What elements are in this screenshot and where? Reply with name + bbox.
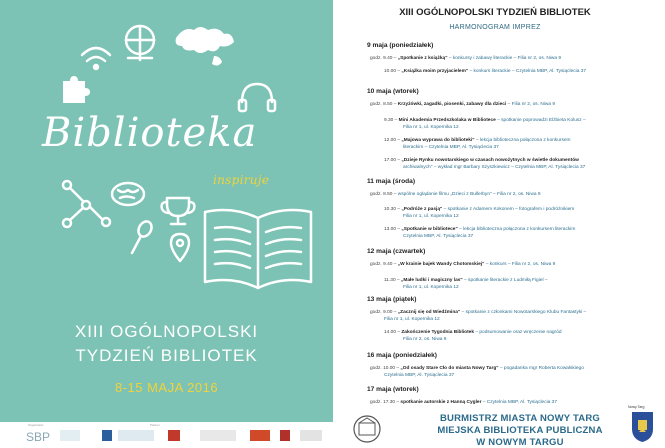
schedule-event bbox=[384, 68, 586, 75]
event-name: „Dzieje Rynku nowotarskiego w czasach nowożytnych w świetle dokumentów bbox=[401, 158, 579, 163]
event-name: „Spotkanie w bibliotece" bbox=[401, 227, 458, 232]
event-name: „Małe ludki i magiczny las" bbox=[400, 278, 463, 283]
event-time: 10.00 – bbox=[384, 69, 402, 74]
trophy-icon bbox=[162, 198, 195, 224]
schedule-event bbox=[370, 55, 561, 62]
event-location: Czytelnia MBP, Al. Tysiąclecia 37 bbox=[384, 373, 455, 379]
schedule-day-heading: 12 maja (czwartek) bbox=[367, 248, 426, 255]
event-location: archiwalnych" – wykład mgr Barbary Szyszkiewicz – Czytelnia MBP, Al. Tysiąclecia 37 bbox=[403, 165, 586, 171]
sponsor-strip bbox=[0, 422, 333, 443]
event-time: godz. 17.30 – bbox=[370, 400, 401, 405]
event-description: – lekcja biblioteczna połączona z konkursem bbox=[474, 138, 571, 143]
logo-wordmark: Biblioteka bbox=[42, 110, 258, 156]
schedule-day-heading: 17 maja (wtorek) bbox=[367, 386, 419, 393]
sponsor-logo bbox=[280, 430, 290, 441]
event-name: „Podróże z pasją" bbox=[401, 207, 443, 212]
event-description: – spotkanie z członkami Nowotarskiego Klubu Fantastyki – bbox=[460, 310, 587, 315]
event-name: „Majowa wyprawa do biblioteki" bbox=[401, 138, 475, 143]
footer-organizer-1: BURMISTRZ MIASTA NOWY TARG bbox=[439, 413, 600, 424]
event-time: 13.00 – bbox=[384, 227, 402, 232]
schedule-event bbox=[384, 277, 548, 292]
schedule-event bbox=[370, 261, 555, 268]
schedule-event bbox=[370, 365, 584, 380]
event-description: – spotkanie literackie z Ludmiłą Figiel – bbox=[462, 278, 548, 283]
event-time: 10.30 – bbox=[384, 207, 402, 212]
wifi-icon bbox=[82, 48, 110, 69]
schedule-event bbox=[370, 309, 586, 324]
event-location: Filia nr 1, ul. Kopernika 12 bbox=[403, 285, 459, 291]
event-name: Mini Akademia Przedszkolaka w Bibliotece bbox=[398, 118, 496, 123]
event-time: godz. 8.50 – bbox=[370, 102, 398, 107]
event-description: – spotkanie poprowadzi Elżbieta Kolusz – bbox=[495, 118, 586, 123]
event-description: – spotkanie z Adamem Kokonem – fotografem i podróżnikiem bbox=[442, 207, 575, 212]
footer-organizer-3: W NOWYM TARGU bbox=[476, 437, 564, 448]
sponsor-logo bbox=[118, 430, 154, 441]
footer-organizer-2: MIEJSKA BIBLIOTEKA PUBLICZNA bbox=[437, 425, 603, 436]
microphone-icon bbox=[132, 219, 154, 253]
globe-icon bbox=[126, 26, 154, 60]
poster-title-line2: TYDZIEŃ BIBLIOTEK bbox=[75, 346, 258, 365]
event-name: Krzyżówki, zagadki, piosenki, zabawy dla dzieci bbox=[397, 102, 507, 107]
poster-title-line1: XIII OGÓLNOPOLSKI bbox=[74, 322, 259, 341]
crest-label: Nowy Targ bbox=[628, 405, 645, 409]
schedule-day-heading: 16 maja (poniedziałek) bbox=[367, 352, 437, 359]
event-time: godz. 9.00 – bbox=[370, 310, 398, 315]
schedule-day-heading: 11 maja (środa) bbox=[367, 178, 416, 185]
sponsor-label-partner: Partner bbox=[150, 423, 160, 427]
share-network-icon bbox=[63, 181, 110, 227]
puzzle-icon bbox=[63, 76, 90, 103]
schedule-day-heading: 10 maja (wtorek) bbox=[367, 88, 419, 95]
schedule-event bbox=[384, 329, 562, 344]
event-description: – lekcja biblioteczna połączona z konkursem literackim bbox=[457, 227, 576, 232]
event-location: Filia nr 1, ul. Kopernika 12 bbox=[403, 125, 459, 131]
schedule-event bbox=[384, 157, 585, 172]
schedule-event bbox=[370, 399, 557, 406]
schedule-event bbox=[370, 101, 555, 108]
event-name: „Książka moim przyjacielem" bbox=[401, 69, 469, 74]
event-location: literackim – Czytelnia MBP, Al. Tysiąclecia 37 bbox=[403, 145, 499, 151]
sponsor-logo bbox=[200, 430, 236, 441]
event-location: Czytelnia MBP, Al. Tysiąclecia 37 bbox=[403, 234, 474, 240]
event-description: – pogadanka mgr Roberta Kowalskiego bbox=[498, 366, 584, 371]
sponsor-label-organizer: Organizator bbox=[28, 423, 44, 427]
event-description: – konkurs literackie – Czytelnia MBP, Al. Tysiąclecia 37 bbox=[468, 69, 587, 74]
event-time: godz. 9.40 – bbox=[370, 262, 398, 267]
event-location: Filia nr 1, ul. Kopernika 12 bbox=[384, 317, 440, 323]
world-map-icon bbox=[176, 27, 234, 66]
svg-text:SBP: SBP bbox=[26, 430, 51, 441]
poster-dates: 8-15 MAJA 2016 bbox=[114, 380, 219, 395]
schedule-event bbox=[384, 117, 586, 132]
schedule-title: XIII OGÓLNOPOLSKI TYDZIEŃ BIBLIOTEK bbox=[399, 7, 591, 18]
event-location: Filia nr 1, ul. Kopernika 12 bbox=[403, 214, 459, 220]
schedule-event bbox=[384, 226, 575, 241]
library-crest-icon bbox=[352, 414, 382, 443]
sponsor-logo bbox=[250, 430, 270, 441]
poster bbox=[0, 0, 333, 422]
event-description: – podsumowanie oraz wręczenie nagród bbox=[474, 330, 562, 335]
event-time: godz. 8.50 – bbox=[370, 192, 398, 197]
sbp-logo bbox=[26, 430, 56, 441]
schedule-event bbox=[384, 206, 574, 221]
schedule-day-heading: 13 maja (piątek) bbox=[367, 296, 417, 303]
event-time: godz. 10.00 – bbox=[370, 366, 401, 371]
event-name: „Od osady Stare Cło do miasta Nowy Targ" bbox=[400, 366, 499, 371]
schedule-panel bbox=[340, 0, 665, 448]
event-description: wspólne oglądanie filmu „Dzieci z Bullerbyn" – Filia nr 2, os. Niwa 9 bbox=[397, 192, 541, 197]
event-description: – konkurs – Filia nr 2, os. Niwa 9 bbox=[484, 262, 556, 267]
sponsor-logo bbox=[60, 430, 80, 441]
headphones-icon bbox=[239, 84, 275, 111]
sponsor-logo bbox=[300, 430, 322, 441]
event-time: 12.00 – bbox=[384, 138, 402, 143]
schedule-day-heading: 9 maja (poniedziałek) bbox=[367, 42, 434, 49]
schedule-event bbox=[384, 137, 571, 152]
sponsor-logo bbox=[102, 430, 112, 441]
location-pin-icon bbox=[171, 234, 189, 261]
event-time: 17.00 – bbox=[384, 158, 402, 163]
event-name: Zakończenie Tygodnia Bibliotek bbox=[401, 330, 475, 335]
schedule-event bbox=[370, 191, 541, 198]
sponsor-logo bbox=[168, 430, 180, 441]
event-location: Filia nr 2, os. Niwa 9 bbox=[403, 337, 447, 343]
event-time: godz. 9.40 – bbox=[370, 56, 398, 61]
town-coat-of-arms-icon bbox=[630, 410, 655, 443]
event-name: „W krainie bajek Wandy Chotomskiej" bbox=[397, 262, 485, 267]
event-time: 9.30 – bbox=[384, 118, 399, 123]
event-time: 14.00 – bbox=[384, 330, 402, 335]
event-description: – Czytelnia MBP, Al. Tysiąclecia 37 bbox=[481, 400, 557, 405]
schedule-subtitle: HARMONOGRAM IMPREZ bbox=[449, 24, 541, 31]
open-book-icon bbox=[205, 210, 311, 288]
event-time: 11.30 – bbox=[384, 278, 401, 283]
brain-icon bbox=[112, 183, 144, 205]
event-name: „Zacznij się od Wiedźmina" bbox=[397, 310, 461, 315]
event-name: spotkanie autorskie z Hanną Cygler bbox=[400, 400, 482, 405]
event-name: „Spotkanie z książką" bbox=[397, 56, 448, 61]
event-description: – Filia nr 2, os. Niwa 9 bbox=[506, 102, 556, 107]
tagline: inspiruje bbox=[213, 173, 270, 187]
event-description: – konkursy i zabawy literackie – Filia nr 2, os. Niwa 9 bbox=[447, 56, 562, 61]
